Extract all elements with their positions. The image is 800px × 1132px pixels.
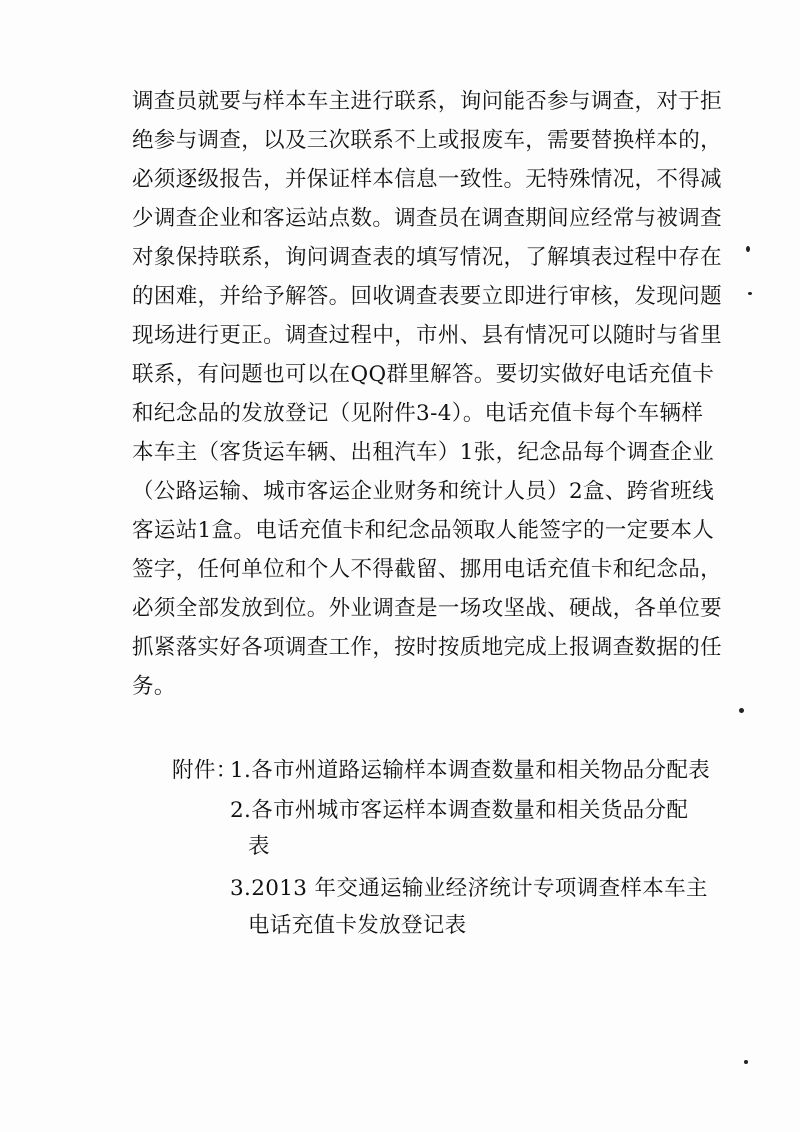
paragraph-line: 客运站1盒。电话充值卡和纪念品领取人能签字的一定要本人 bbox=[132, 518, 715, 543]
attachment-item-3-continued: 电话充值卡发放登记表 bbox=[248, 913, 467, 938]
paragraph-line: 签字，任何单位和个人不得截留、挪用电话充值卡和纪念品， bbox=[132, 557, 722, 582]
paragraph-line: 务。 bbox=[132, 674, 176, 699]
paragraph-line: 本车主（客货运车辆、出租汽车）1张，纪念品每个调查企业 bbox=[132, 440, 715, 465]
paragraph-line: （公路运输、城市客运企业财务和统计人员）2盒、跨省班线 bbox=[132, 479, 715, 504]
attachments-label: 附件： bbox=[172, 758, 238, 783]
paragraph-line: 少调查企业和客运站点数。调查员在调查期间应经常与被调查 bbox=[132, 206, 722, 231]
paragraph-line: 和纪念品的发放登记（见附件3-4）。电话充值卡每个车辆样 bbox=[132, 401, 704, 426]
attachment-item-3: 3.2013 年交通运输业经济统计专项调查样本车主 bbox=[230, 876, 708, 901]
paragraph-line: 联系，有问题也可以在QQ群里解答。要切实做好电话充值卡 bbox=[132, 362, 715, 387]
scan-speck bbox=[739, 708, 744, 713]
scan-speck bbox=[748, 292, 752, 295]
paragraph-line: 的困难，并给予解答。回收调查表要立即进行审核，发现问题 bbox=[132, 284, 722, 309]
paragraph-line: 现场进行更正。调查过程中，市州、县有情况可以随时与省里 bbox=[132, 323, 722, 348]
paragraph-line: 绝参与调查，以及三次联系不上或报废车，需要替换样本的， bbox=[132, 128, 722, 153]
paragraph-line: 调查员就要与样本车主进行联系，询问能否参与调查，对于拒 bbox=[132, 89, 722, 114]
attachment-item-1: 1.各市州道路运输样本调查数量和相关物品分配表 bbox=[230, 758, 711, 783]
paragraph-line: 抓紧落实好各项调查工作，按时按质地完成上报调查数据的任 bbox=[132, 635, 722, 660]
paragraph-line: 对象保持联系，询问调查表的填写情况，了解填表过程中存在 bbox=[132, 245, 722, 270]
paragraph-line: 必须全部发放到位。外业调查是一场攻坚战、硬战，各单位要 bbox=[132, 596, 722, 621]
attachment-item-2: 2.各市州城市客运样本调查数量和相关货品分配 bbox=[230, 798, 689, 823]
scan-speck bbox=[746, 246, 750, 252]
scan-speck bbox=[744, 1060, 748, 1064]
attachment-item-2-continued: 表 bbox=[248, 834, 270, 859]
paragraph-line: 必须逐级报告，并保证样本信息一致性。无特殊情况，不得减 bbox=[132, 167, 722, 192]
